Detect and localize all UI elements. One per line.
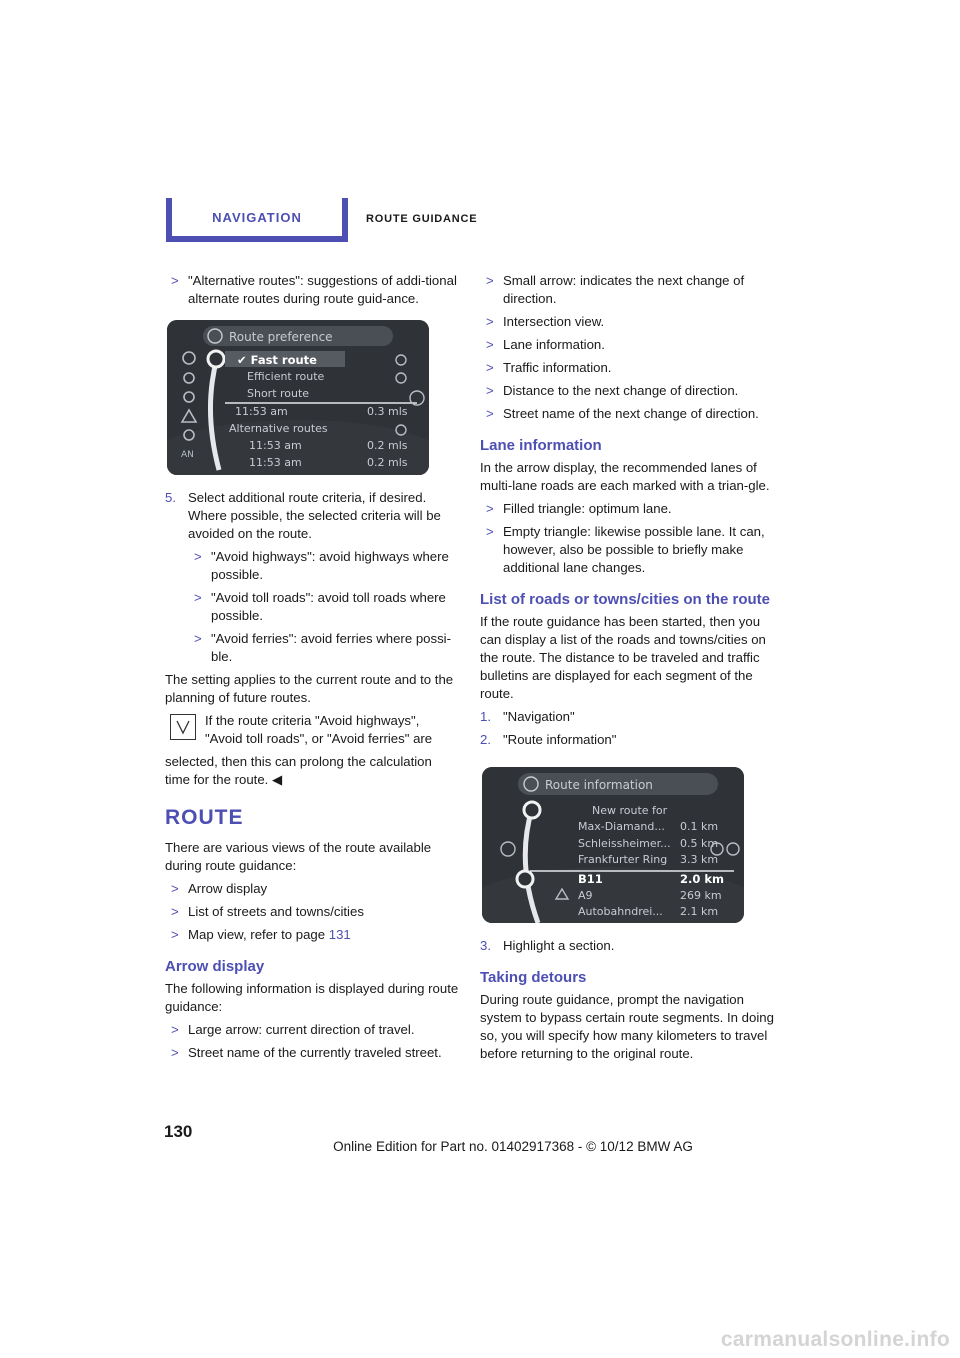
bullet-marker: > [486,501,494,516]
list-item [165,272,460,308]
arrow-display-heading: Arrow display [165,958,265,975]
menu-item: Short route [247,387,310,400]
selection-knob [517,871,533,887]
menu-item: Schleissheimer... [578,837,671,850]
bullet-marker: > [486,337,494,352]
list-item: > Traffic information. [486,360,612,375]
controller-knob [208,351,224,367]
bullet-marker: > [171,927,179,942]
numbered-step [165,489,460,543]
menu-value: 269 km [680,889,722,902]
bullet-marker: > [486,406,494,421]
avoid-list [188,548,460,666]
note-line: If the route criteria "Avoid highways", [205,713,420,728]
chapter-tab [166,198,348,242]
menu-item: 11:53 am [249,456,302,469]
list-item: > "Avoid highways": avoid highways where possible. [194,549,449,582]
numbered-step: 2. "Route information" [480,732,617,747]
screen-title: Route preference [229,330,333,344]
end-mark: ◀ [272,772,283,787]
bullet-marker: > [171,1045,179,1060]
controller-knob [524,802,540,818]
list-item: > Intersection view. [486,314,605,329]
menu-item: Autobahndrei... [578,905,663,918]
bullet-marker: > [486,360,494,375]
list-item: > List of streets and towns/cities [171,904,364,919]
list-item: > Street name of the next change of direction. [486,406,759,421]
list-roads-heading: List of roads or towns/cities on the route [480,591,771,608]
menu-value: 0.3 mls [367,405,408,418]
menu-item: 11:53 am [249,439,302,452]
bullet-marker: > [194,590,202,605]
page-link[interactable]: 131 [328,927,351,942]
menu-value: 2.1 km [680,905,719,918]
list-item: > Street name of the currently traveled street. [171,1045,442,1060]
alt-routes-text: "Alternative routes": suggestions of addi-tional alternate routes during route guid-ance. [188,273,457,306]
watermark: carmanualsonline.info [720,1328,950,1351]
list-item: > Small arrow: indicates the next change of direction. [486,273,745,306]
list-item: > Filled triangle: optimum lane. [486,501,672,516]
route-heading: ROUTE [165,806,244,829]
note-block [165,712,460,748]
step-number: 1. [480,709,491,724]
menu-item: 11:53 am [235,405,288,418]
bullet-marker: > [486,273,494,288]
bullet-marker: > [194,631,202,646]
list-item: > Arrow display [171,881,268,896]
menu-value: 3.3 km [680,853,719,866]
bullet-marker: > [486,383,494,398]
menu-item: B11 [578,872,603,886]
route-information-screen [482,767,744,923]
lane-info-heading: Lane information [480,437,602,454]
bullet-marker: > [486,314,494,329]
menu-item: A9 [578,889,593,902]
menu-item: Alternative routes [229,422,328,435]
step-text: Select additional route criteria, if desired. Where possible, the selected criteria will be avoided on the route. [188,490,441,541]
menu-value: 0.2 mls [367,439,408,452]
list-item: > "Avoid ferries": avoid ferries where possi-ble. [194,631,451,664]
menu-item: Efficient route [247,370,325,383]
menu-value: 2.0 km [680,872,725,886]
list-item: > Distance to the next change of direction. [486,383,739,398]
note-continuation: selected, then this can prolong the calculation time for the route. ◀ [165,754,432,787]
route-preference-screen [167,320,429,475]
list-item: > Empty triangle: likewise possible lane. It can, however, also be possible to briefly make additional lane changes. [486,524,765,575]
left-column [165,272,460,1067]
right-column [480,272,776,1068]
menu-value: 0.5 km [680,837,719,850]
menu-item: Frankfurter Ring [578,853,668,866]
numbered-step: 1. "Navigation" [480,709,575,724]
arrow-intro: The following information is displayed during route guidance: [165,981,459,1014]
menu-value: 0.1 km [680,820,719,833]
detours-heading: Taking detours [480,969,587,986]
section-header: ROUTE GUIDANCE [366,213,478,225]
step-number: 3. [480,938,491,953]
bullet-marker: > [171,273,179,288]
compass-icon: AN [181,450,194,460]
step-number: 5. [165,490,176,505]
note-arrow-icon [170,714,196,740]
menu-item: New route for [592,804,668,817]
menu-item: ✔ Fast route [237,353,317,367]
bullet-marker: > [194,549,202,564]
setting-paragraph: The setting applies to the current route and to the planning of future routes. [165,672,454,705]
list-item: > "Avoid toll roads": avoid toll roads where possible. [194,590,446,623]
list-item: > Map view, refer to page 131 [171,927,351,942]
numbered-step: 3. Highlight a section. [480,938,615,953]
menu-value: 0.2 mls [367,456,408,469]
bullet-marker: > [171,1022,179,1037]
screen-title: Route information [545,778,653,792]
note-line: "Avoid toll roads", or "Avoid ferries" are [205,731,433,746]
bullet-marker: > [171,881,179,896]
list-item: > Large arrow: current direction of travel. [171,1022,415,1037]
route-intro: There are various views of the route available during route guidance: [165,840,432,873]
chapter-tab-label: NAVIGATION [212,209,302,225]
bullet-marker: > [486,524,494,539]
footer-edition: Online Edition for Part no. 01402917368 - © 10/12 BMW AG [333,1139,693,1154]
step-number: 2. [480,732,491,747]
detour-paragraph: During route guidance, prompt the navigation system to bypass certain route segments. In doing so, you will specify how many kilometers to travel before returning to the original route. [480,992,774,1061]
list-item: > Lane information. [486,337,605,352]
lane-intro: In the arrow display, the recommended lanes of multi-lane roads are each marked with a trian-gle. [480,460,770,493]
bullet-marker: > [171,904,179,919]
list-intro: If the route guidance has been started, then you can display a list of the roads and towns/cities on the route. The distance to be traveled and traffic bulletins are displayed for each segment of the route. [480,614,766,701]
menu-item: Max-Diamand... [578,820,665,833]
page-number: 130 [164,1122,193,1141]
